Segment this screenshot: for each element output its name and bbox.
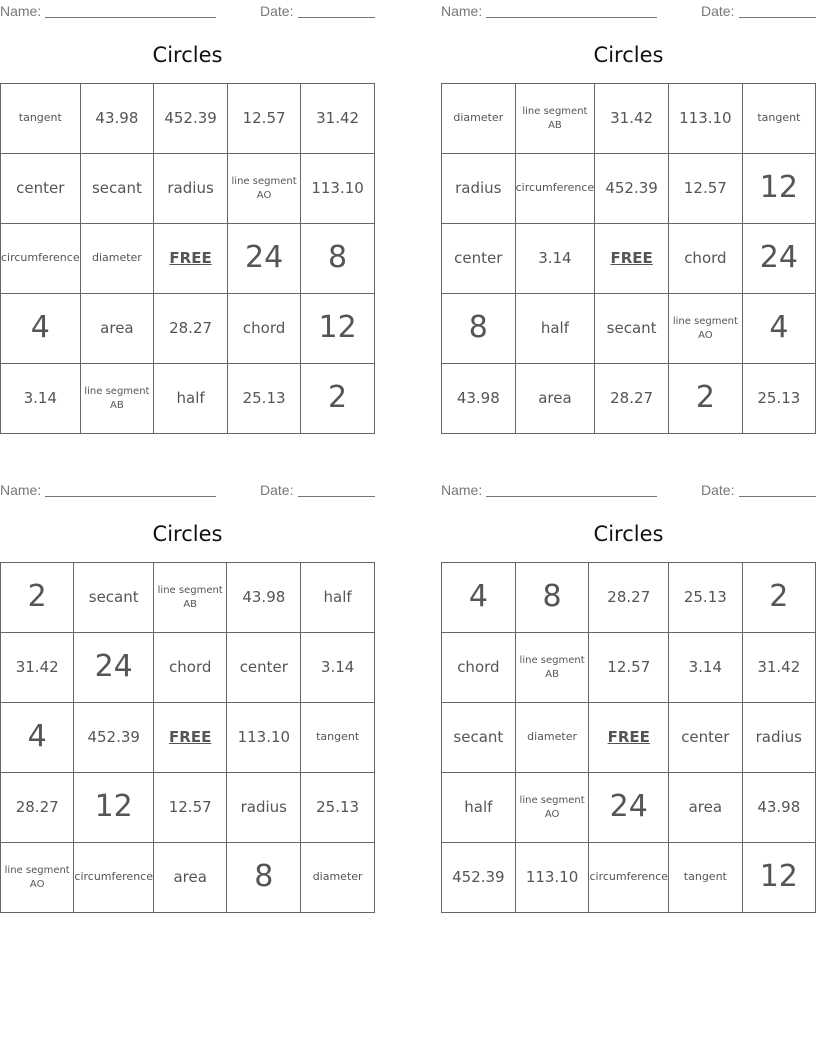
date-blank — [739, 496, 816, 497]
grid-row — [1, 154, 375, 224]
name-date-line — [441, 3, 816, 19]
name-blank — [486, 17, 657, 18]
date-label: Date: — [701, 3, 735, 19]
free-space: FREE — [154, 224, 228, 294]
name-label: Name: — [0, 3, 42, 19]
bingo-cell: 43.98 — [227, 563, 301, 633]
bingo-cell: circumference — [74, 843, 154, 913]
grid-row — [442, 224, 816, 294]
bingo-cell: secant — [595, 294, 669, 364]
bingo-cell: 28.27 — [1, 773, 74, 843]
bingo-cell: 28.27 — [589, 563, 669, 633]
bingo-cell: 452.39 — [154, 84, 228, 154]
name-label: Name: — [0, 482, 42, 498]
bingo-cell: center — [1, 154, 81, 224]
grid-row — [1, 563, 375, 633]
bingo-cell: 12 — [74, 773, 154, 843]
bingo-cell: 4 — [742, 294, 815, 364]
bingo-cell: 12.57 — [589, 633, 669, 703]
bingo-grid — [0, 83, 375, 434]
bingo-cell: 3.14 — [301, 633, 375, 703]
bingo-cell: secant — [74, 563, 154, 633]
bingo-cell: line segment AO — [668, 294, 742, 364]
bingo-cell: diameter — [515, 703, 589, 773]
grid-row — [1, 703, 375, 773]
bingo-cell: diameter — [442, 84, 516, 154]
bingo-cell: tangent — [1, 84, 81, 154]
bingo-cell: 12.57 — [154, 773, 227, 843]
grid-row — [1, 224, 375, 294]
bingo-cell: chord — [227, 294, 300, 364]
name-label: Name: — [441, 482, 483, 498]
bingo-grid — [0, 562, 375, 913]
date-blank — [298, 496, 375, 497]
bingo-cell: 4 — [1, 294, 81, 364]
bingo-cell: chord — [154, 633, 227, 703]
bingo-cell: 2 — [742, 563, 815, 633]
bingo-cell: center — [669, 703, 743, 773]
bingo-cell: 43.98 — [742, 773, 815, 843]
bingo-cell: area — [154, 843, 227, 913]
date-blank — [298, 17, 375, 18]
bingo-cell: chord — [668, 224, 742, 294]
bingo-cell: 113.10 — [301, 154, 375, 224]
card-title: Circles — [593, 43, 664, 67]
bingo-cell: 113.10 — [227, 703, 301, 773]
name-blank — [45, 496, 216, 497]
bingo-cell: 8 — [227, 843, 301, 913]
bingo-cell: circumference — [515, 154, 595, 224]
grid-row — [442, 563, 816, 633]
name-date-line — [0, 3, 375, 19]
bingo-cell: 8 — [515, 563, 589, 633]
bingo-cell: diameter — [80, 224, 154, 294]
bingo-cell: 31.42 — [742, 633, 815, 703]
free-space: FREE — [589, 703, 669, 773]
bingo-cell: area — [515, 364, 595, 434]
bingo-cell: 4 — [1, 703, 74, 773]
grid-row — [1, 84, 375, 154]
bingo-cell: line segment AO — [227, 154, 300, 224]
name-label: Name: — [441, 3, 483, 19]
grid-row — [1, 364, 375, 434]
name-date-line — [441, 482, 816, 498]
bingo-cell: radius — [154, 154, 228, 224]
bingo-cell: 2 — [1, 563, 74, 633]
bingo-cell: radius — [227, 773, 301, 843]
date-blank — [739, 17, 816, 18]
grid-row — [1, 294, 375, 364]
grid-row — [442, 633, 816, 703]
bingo-cell: half — [301, 563, 375, 633]
bingo-cell: 3.14 — [1, 364, 81, 434]
name-date-line — [0, 482, 375, 498]
grid-row — [442, 154, 816, 224]
free-space: FREE — [595, 224, 669, 294]
grid-row — [442, 84, 816, 154]
bingo-cell: 25.13 — [669, 563, 743, 633]
grid-row — [442, 294, 816, 364]
bingo-cell: 12 — [742, 843, 815, 913]
bingo-cell: 452.39 — [74, 703, 154, 773]
bingo-cell: 8 — [301, 224, 375, 294]
bingo-cell: 12.57 — [668, 154, 742, 224]
bingo-cell: radius — [742, 703, 815, 773]
bingo-cell: 28.27 — [595, 364, 669, 434]
date-label: Date: — [260, 482, 294, 498]
bingo-cell: 12 — [301, 294, 375, 364]
bingo-cell: secant — [442, 703, 516, 773]
free-space: FREE — [154, 703, 227, 773]
bingo-cell: 452.39 — [595, 154, 669, 224]
bingo-cell: line segment AB — [515, 84, 595, 154]
bingo-cell: 43.98 — [80, 84, 154, 154]
name-blank — [45, 17, 216, 18]
bingo-cell: 3.14 — [669, 633, 743, 703]
bingo-cell: 43.98 — [442, 364, 516, 434]
bingo-cell: 12.57 — [227, 84, 300, 154]
grid-row — [1, 633, 375, 703]
bingo-cell: tangent — [301, 703, 375, 773]
bingo-cell: half — [515, 294, 595, 364]
bingo-cell: 113.10 — [668, 84, 742, 154]
bingo-cell: 8 — [442, 294, 516, 364]
bingo-cell: line segment AB — [154, 563, 227, 633]
date-label: Date: — [260, 3, 294, 19]
bingo-cell: 3.14 — [515, 224, 595, 294]
bingo-cell: line segment AO — [1, 843, 74, 913]
bingo-cell: circumference — [589, 843, 669, 913]
bingo-cell: 31.42 — [301, 84, 375, 154]
bingo-cell: line segment AB — [80, 364, 154, 434]
bingo-cell: 24 — [74, 633, 154, 703]
bingo-cell: 452.39 — [442, 843, 516, 913]
bingo-cell: center — [442, 224, 516, 294]
bingo-cell: chord — [442, 633, 516, 703]
bingo-cell: 31.42 — [595, 84, 669, 154]
bingo-cell: diameter — [301, 843, 375, 913]
bingo-cell: half — [154, 364, 228, 434]
bingo-cell: area — [669, 773, 743, 843]
bingo-cell: radius — [442, 154, 516, 224]
bingo-cell: 2 — [301, 364, 375, 434]
bingo-cell: 24 — [742, 224, 815, 294]
name-blank — [486, 496, 657, 497]
bingo-cell: line segment AO — [515, 773, 589, 843]
bingo-cell: secant — [80, 154, 154, 224]
card-title: Circles — [152, 43, 223, 67]
bingo-grid — [441, 562, 816, 913]
bingo-cell: 28.27 — [154, 294, 228, 364]
bingo-cell: 4 — [442, 563, 516, 633]
card-title: Circles — [152, 522, 223, 546]
bingo-cell: circumference — [1, 224, 81, 294]
grid-row — [442, 773, 816, 843]
bingo-cell: half — [442, 773, 516, 843]
bingo-cell: 24 — [589, 773, 669, 843]
card-title: Circles — [593, 522, 664, 546]
bingo-cell: 12 — [742, 154, 815, 224]
bingo-grid — [441, 83, 816, 434]
bingo-cell: area — [80, 294, 154, 364]
bingo-cell: 25.13 — [301, 773, 375, 843]
grid-row — [1, 843, 375, 913]
grid-row — [1, 773, 375, 843]
bingo-cell: 113.10 — [515, 843, 589, 913]
bingo-cell: 2 — [668, 364, 742, 434]
bingo-cell: 25.13 — [227, 364, 300, 434]
date-label: Date: — [701, 482, 735, 498]
bingo-cell: tangent — [742, 84, 815, 154]
bingo-cell: center — [227, 633, 301, 703]
bingo-cell: 31.42 — [1, 633, 74, 703]
bingo-cell: tangent — [669, 843, 743, 913]
grid-row — [442, 843, 816, 913]
bingo-cell: 24 — [227, 224, 300, 294]
bingo-cell: 25.13 — [742, 364, 815, 434]
grid-row — [442, 703, 816, 773]
bingo-cell: line segment AB — [515, 633, 589, 703]
grid-row — [442, 364, 816, 434]
